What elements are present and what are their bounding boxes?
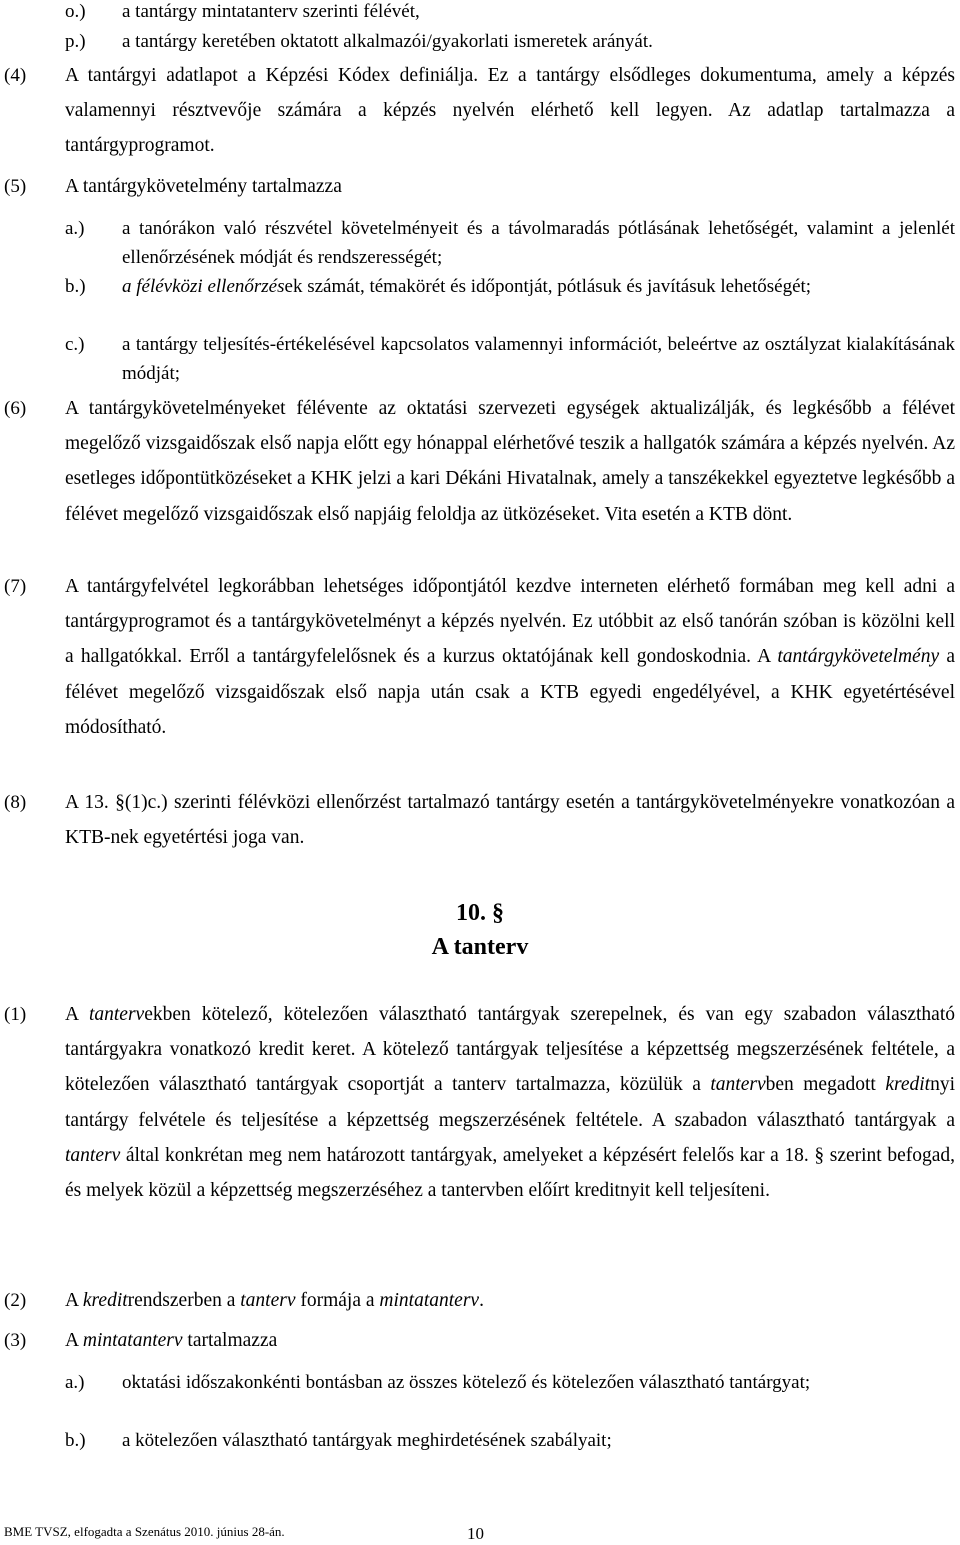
paragraph-number: (6)	[4, 398, 27, 419]
paragraph-number: (4)	[4, 65, 27, 86]
item-label: c.)	[65, 334, 85, 355]
paragraph-number: (2)	[4, 1290, 27, 1311]
item-label: a.)	[65, 218, 85, 239]
item-text: a félévközi ellenőrzések számát, témakörét és időpontját, pótlásuk és javításuk lehetőségét;	[122, 276, 812, 297]
paragraph-text: A tantárgykövetelményeket félévente az oktatási szervezeti egységek aktualizálják, és legkésőbb a félévet megelőző vizsgaidőszak első napja előtt egy hónappal elérhetővé teszik a hallgatók számára a képzés nyelvén. Az esetleges időpontütközéseket a KHK jelzi a kari Dékáni Hivatalnak, amely a tanszékekkel egyeztetve legkésőbb a félévet megelőző vizsgaidőszak első napjáig feloldja az ütközéseket. Vita esetén a KTB dönt.	[65, 398, 955, 525]
item-text: a tantárgy keretében oktatott alkalmazói/gyakorlati ismeretek arányát.	[122, 31, 653, 52]
paragraph-text: A tantárgyi adatlapot a Képzési Kódex definiálja. Ez a tantárgy elsődleges dokumentuma, amely a képzés valamennyi résztvevője számára a képzés nyelvén elérhető kell legyen. Az adatlap tartalmazza a tantárgyprogramot.	[65, 65, 955, 157]
item-text: a kötelezően választható tantárgyak meghirdetésének szabályait;	[122, 1430, 612, 1451]
item-text: a tantárgy mintatanterv szerinti félévét,	[122, 1, 420, 22]
footer-text: BME TVSZ, elfogadta a Szenátus 2010. június 28-án.	[4, 1524, 285, 1539]
paragraph-text: A tantárgyfelvétel legkorábban lehetséges időpontjától kezdve interneten elérhető formában meg kell adni a tantárgyprogramot és a tantárgykövetelményt a képzés nyelvén. Ez utóbbit az első tanórán szóban is közölni kell a hallgatókkal. Erről a tantárgyfelelősnek és a kurzus oktatójának kell gondoskodnia. A tantárgykövetelmény a félévet megelőző vizsgaidőszak első napja után csak a KTB egyedi engedélyével, a KHK egyetértésével módosítható.	[65, 576, 955, 738]
item-label: a.)	[65, 1372, 85, 1393]
paragraph-number: (1)	[4, 1004, 27, 1025]
item-label: b.)	[65, 1430, 86, 1451]
paragraph-text: A kreditrendszerben a tanterv formája a mintatanterv.	[65, 1290, 484, 1311]
paragraph-text: A tantárgykövetelmény tartalmazza	[65, 176, 342, 197]
section-number: 10. §	[456, 900, 504, 926]
item-text: a tantárgy teljesítés-értékelésével kapcsolatos valamennyi információt, beleértve az osztályzat kialakításának módját;	[122, 334, 955, 384]
item-label: o.)	[65, 1, 86, 22]
paragraph-text: A mintatanterv tartalmazza	[65, 1330, 278, 1351]
item-label: p.)	[65, 31, 86, 52]
item-text: a tanórákon való részvétel követelményeit és a távolmaradás pótlásának lehetőségét, valamint a jelenlét ellenőrzésének módját és rendszerességét;	[122, 218, 955, 268]
item-label: b.)	[65, 276, 86, 297]
italic-term: tantárgykövetelmény	[777, 646, 940, 668]
section-title: A tanterv	[431, 934, 529, 960]
page-number: 10	[467, 1524, 484, 1543]
paragraph-number: (3)	[4, 1330, 27, 1351]
paragraph-number: (8)	[4, 792, 27, 813]
paragraph-number: (5)	[4, 176, 27, 197]
italic-term: a félévközi ellenőrzés	[122, 276, 285, 297]
paragraph-text: A 13. §(1)c.) szerinti félévközi ellenőrzést tartalmazó tantárgy esetén a tantárgykövetelményekre vonatkozóan a KTB-nek egyetértési joga van.	[65, 792, 955, 849]
item-text: oktatási időszakonkénti bontásban az összes kötelező és kötelezően választható tantárgyat;	[122, 1372, 811, 1393]
paragraph-text: A tantervekben kötelező, kötelezően választható tantárgyak szerepelnek, és van egy szabadon választható tantárgyakra vonatkozó kredit keret. A kötelező tantárgyak teljesítése a képzettség megszerzésének feltétele, a kötelezően választható tantárgyak csoportját a tanterv tartalmazza, közülük a tantervben megadott kreditnyi tantárgy felvétele és teljesítése a képzettség megszerzésének feltétele. A szabadon választható tantárgyak a tanterv által konkrétan meg nem határozott tantárgyak, amelyeket a képzésért felelős kar a 18. § szerint befogad, és melyek közül a képzettség megszerzéséhez a tantervben előírt kreditnyit kell teljesíteni.	[65, 1004, 956, 1202]
paragraph-number: (7)	[4, 576, 27, 597]
